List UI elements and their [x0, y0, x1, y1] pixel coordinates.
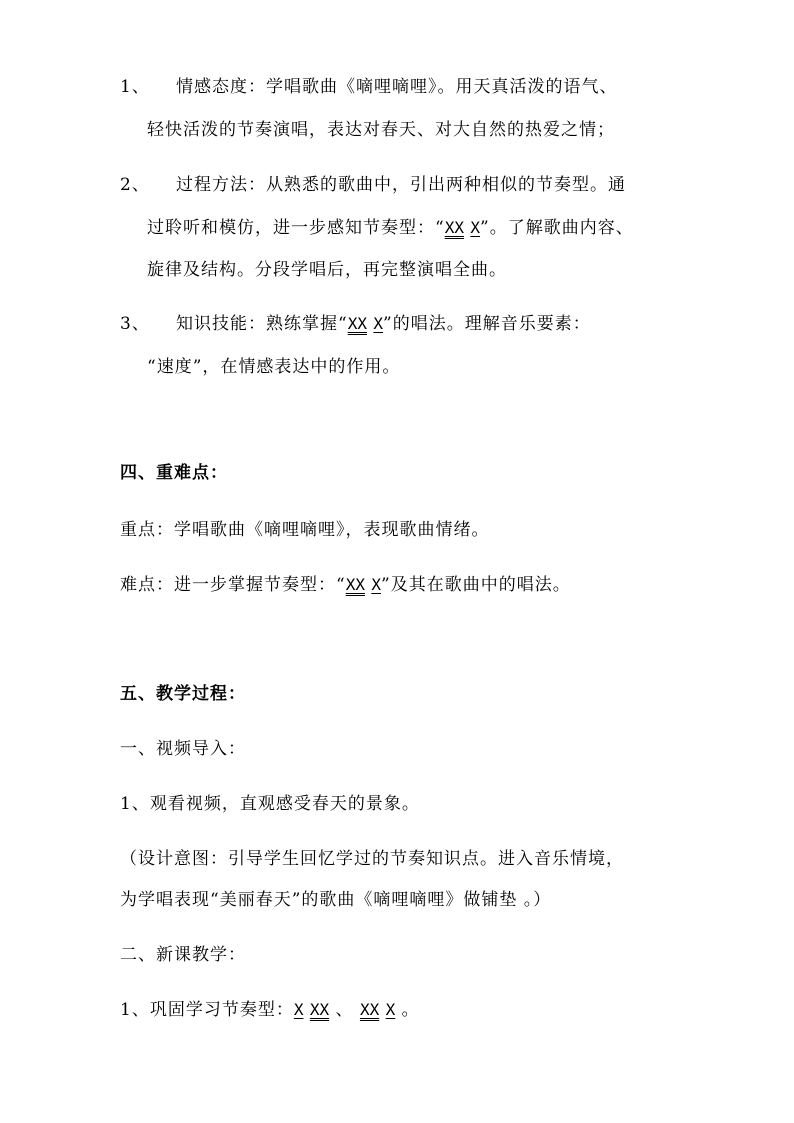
goal-3-line-1: [120, 313, 591, 335]
goal-1-text: 情感态度：学唱歌曲《嘀哩嘀哩》。用天真活泼的语气、: [176, 77, 618, 97]
part-2-heading: 二、新课教学：: [120, 945, 246, 965]
rhythm-xx: XX: [345, 575, 365, 594]
difficult-point: [120, 574, 571, 596]
goal-2-number: 2、: [120, 175, 150, 195]
step-1: 1、观看视频，直观感受春天的景象。: [120, 794, 420, 814]
goal-2-line-2: [147, 217, 634, 239]
rhythm-x: X: [470, 218, 481, 237]
difficult-point-text-b: ”及其在歌曲中的唱法。: [381, 575, 571, 595]
goal-1-line-1: [120, 76, 618, 98]
rhythm-xx: XX: [347, 314, 367, 333]
part-1-heading: 一、视频导入：: [120, 739, 246, 759]
rhythm-x: X: [373, 314, 384, 333]
goal-1-line-2: 轻快活泼的节奏演唱，表达对春天、对大自然的热爱之情；: [147, 120, 615, 140]
goal-2-line-3: 旋律及结构。分段学唱后，再完整演唱全曲。: [147, 260, 507, 280]
separator: 、: [335, 1000, 354, 1020]
design-intent-line-1: （设计意图：引导学生回忆学过的节奏知识点。进入音乐情境，: [120, 849, 624, 869]
rhythm-x: X: [293, 1000, 304, 1019]
goal-3-number: 3、: [120, 314, 150, 334]
step-2-text: 1、巩固学习节奏型：: [120, 1000, 294, 1020]
rhythm-xx: XX: [444, 218, 464, 237]
goal-2-text-b: ”。了解歌曲内容、: [480, 218, 634, 238]
rhythm-x: X: [371, 575, 382, 594]
rhythm-xx: XX: [359, 1000, 380, 1019]
step-2: [120, 999, 420, 1021]
goal-1-number: 1、: [120, 77, 150, 97]
goal-3-text-b: ”的唱法。理解音乐要素：: [383, 314, 591, 334]
goal-3-text-a: 知识技能：熟练掌握“: [176, 314, 348, 334]
step-2-end: 。: [401, 1000, 420, 1020]
section-4-heading: 四、重难点：: [120, 463, 228, 483]
key-point: 重点：学唱歌曲《嘀哩嘀哩》，表现歌曲情绪。: [120, 520, 490, 540]
goal-3-line-2: “速度”，在情感表达中的作用。: [147, 357, 401, 377]
design-intent-line-2: 为学唱表现“美丽春天”的歌曲《嘀哩嘀哩》做铺垫 。）: [120, 890, 552, 910]
rhythm-x: X: [385, 1000, 396, 1019]
goal-2-line-1: [120, 174, 626, 196]
goal-2-text-a: 过聆听和模仿，进一步感知节奏型：“: [147, 218, 445, 238]
rhythm-xx: XX: [309, 1000, 330, 1019]
section-5-heading: 五、教学过程：: [120, 684, 246, 704]
difficult-point-text-a: 难点：进一步掌握节奏型：“: [120, 575, 346, 595]
goal-2-text: 过程方法：从熟悉的歌曲中，引出两种相似的节奏型。通: [176, 175, 626, 195]
